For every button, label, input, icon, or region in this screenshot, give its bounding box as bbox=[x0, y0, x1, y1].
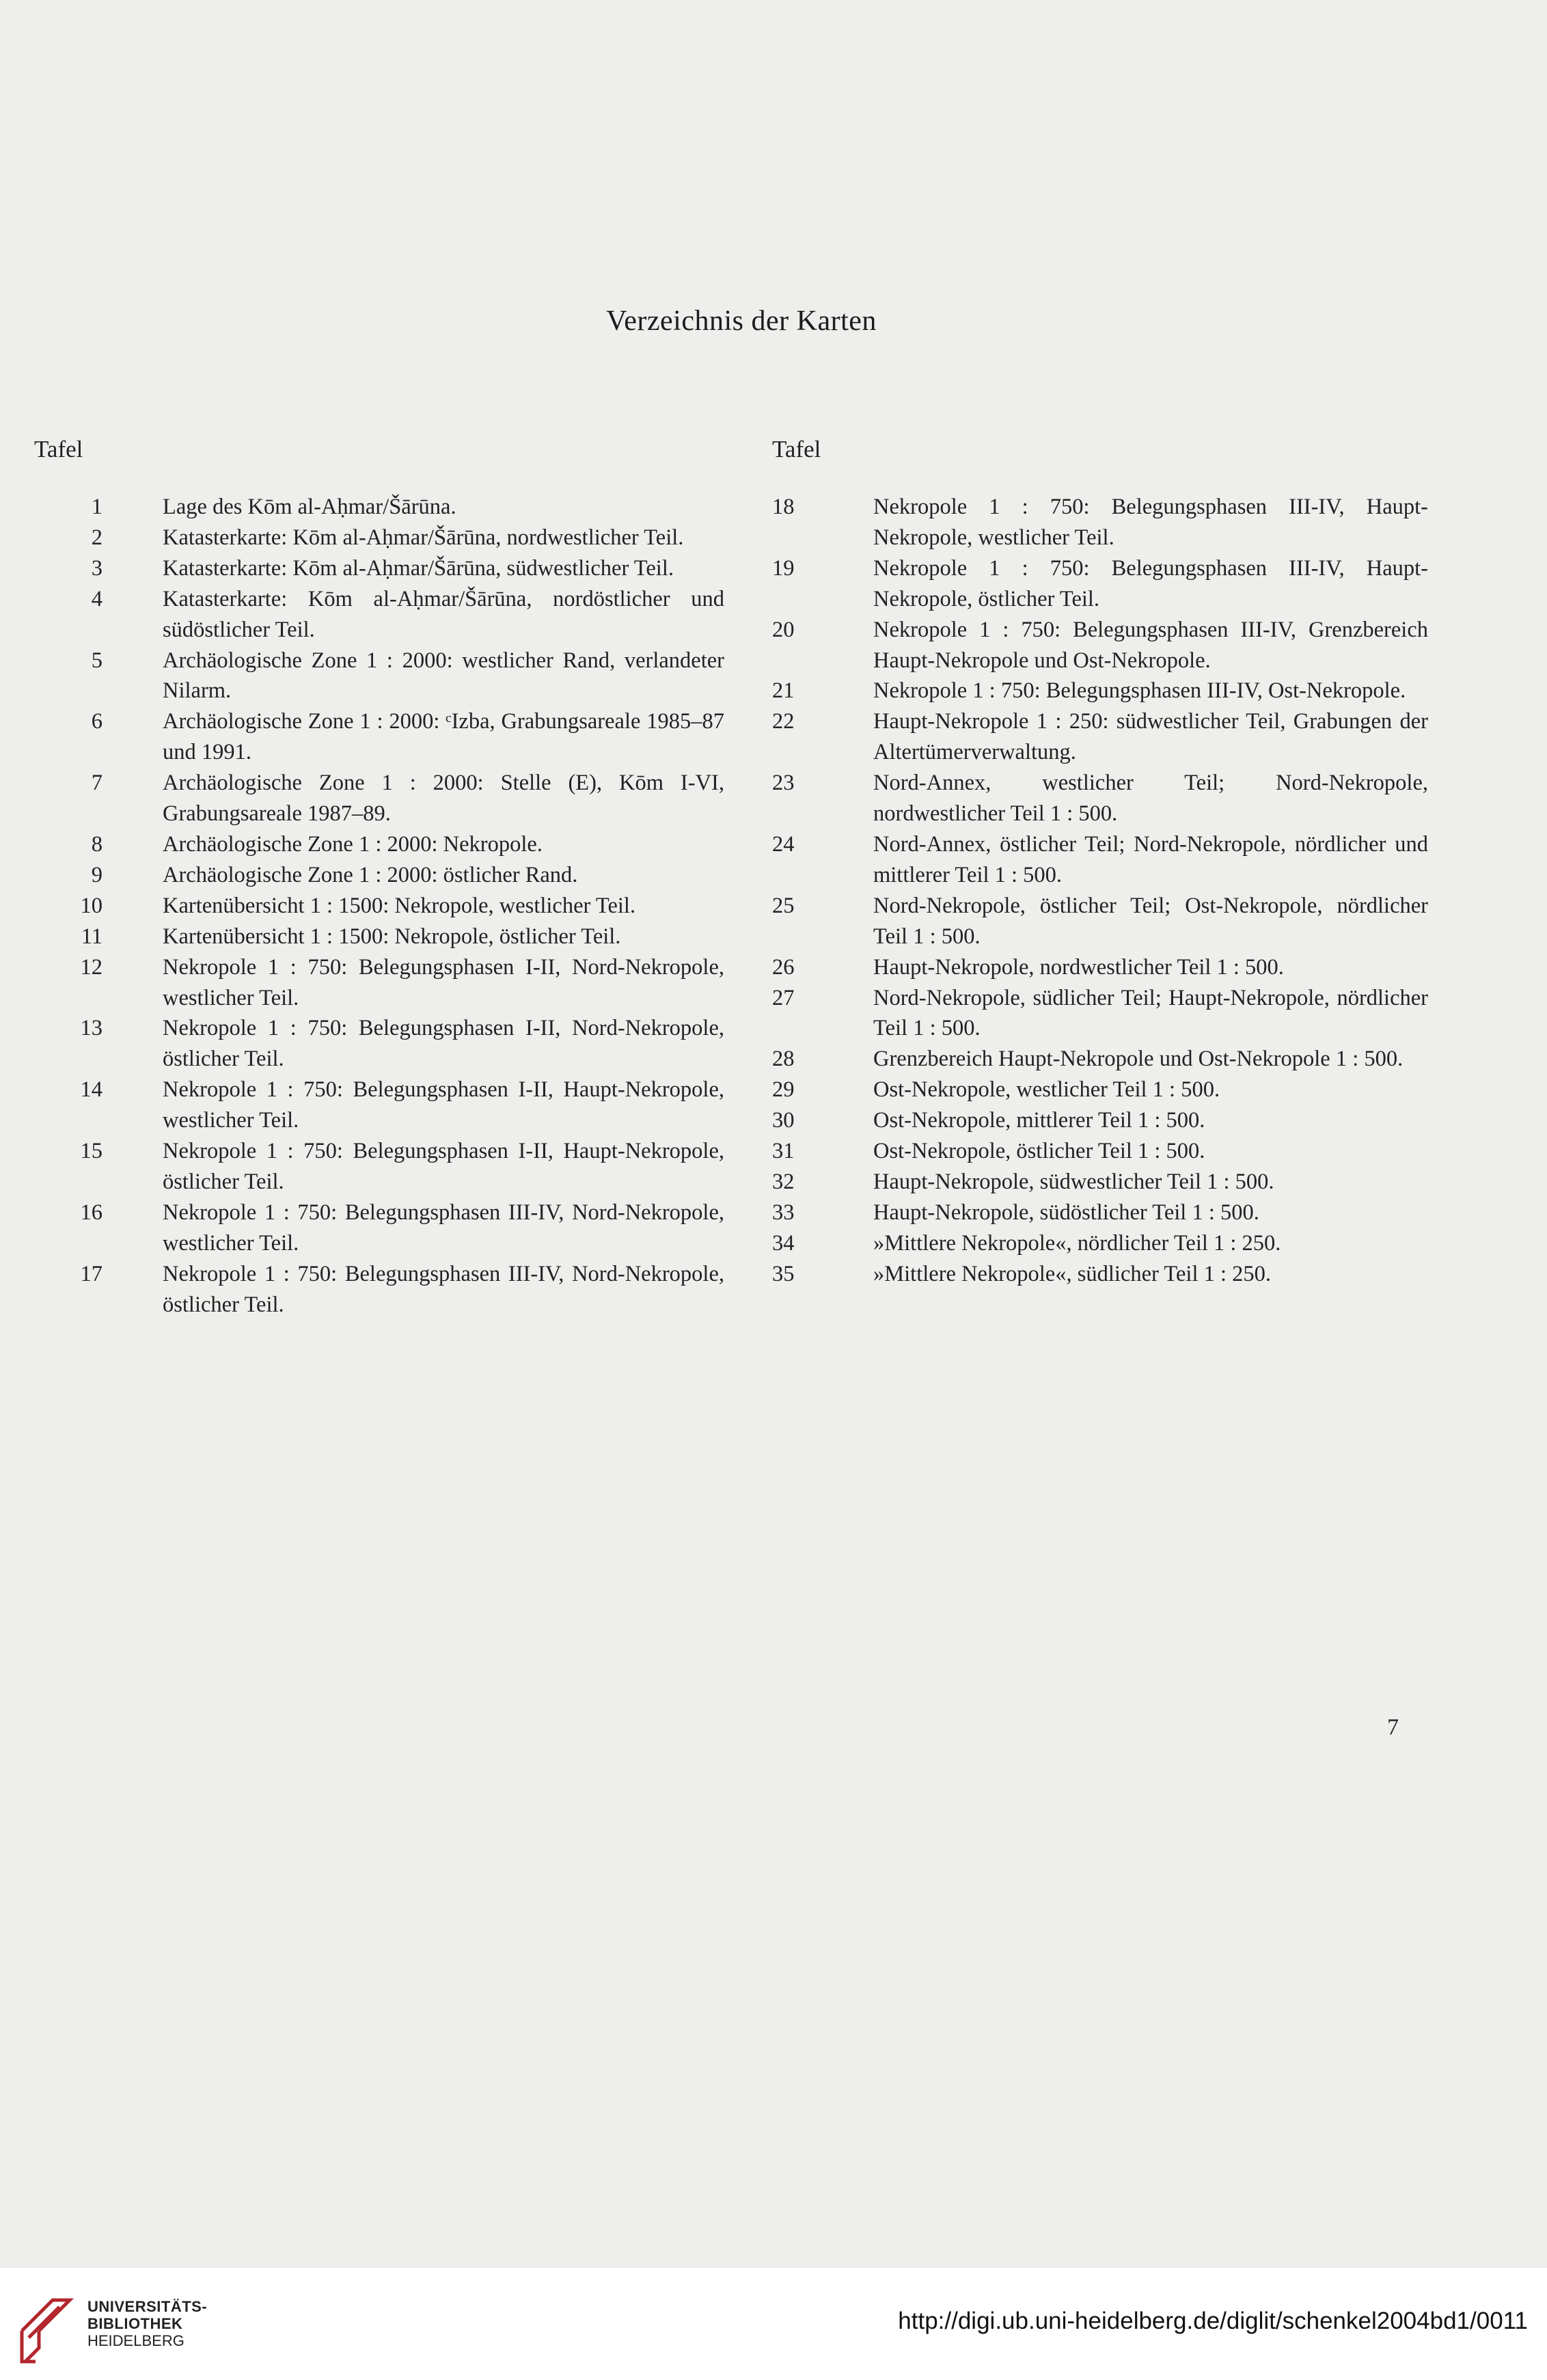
list-item bbox=[772, 829, 1428, 891]
map-description: Haupt-Nekropole 1 : 250: südwestlicher Teil, Grabungen der Altertümerverwaltung. bbox=[873, 709, 1428, 765]
plate-number: 16 bbox=[80, 1200, 102, 1225]
list-item bbox=[772, 1228, 1428, 1259]
list-item bbox=[772, 1136, 1428, 1167]
map-description: Nekropole 1 : 750: Belegungsphasen III-IV, Ost-Nekropole. bbox=[873, 678, 1406, 704]
list-item bbox=[772, 492, 1428, 553]
plate-number: 2 bbox=[91, 525, 102, 550]
map-description: Nord-Annex, östlicher Teil; Nord-Nekropole, nördlicher und mittlerer Teil 1 : 500. bbox=[873, 831, 1428, 887]
list-item bbox=[34, 553, 724, 584]
list-item bbox=[34, 1136, 724, 1198]
list-item bbox=[772, 983, 1428, 1044]
map-description: Archäologische Zone 1 : 2000: ᶜIzba, Grabungsareale 1985–87 und 1991. bbox=[163, 709, 724, 765]
list-item bbox=[34, 1075, 724, 1136]
list-item bbox=[34, 1259, 724, 1320]
map-description: Kartenübersicht 1 : 1500: Nekropole, westlicher Teil. bbox=[163, 893, 636, 918]
list-item bbox=[34, 1013, 724, 1075]
list-item bbox=[772, 1044, 1428, 1075]
plate-number: 26 bbox=[772, 954, 795, 980]
plate-number: 15 bbox=[80, 1139, 102, 1164]
list-item bbox=[772, 768, 1428, 829]
map-description: »Mittlere Nekropole«, nördlicher Teil 1 : 250. bbox=[873, 1230, 1281, 1256]
map-description: Nekropole 1 : 750: Belegungsphasen III-IV, Grenzbereich Haupt-Nekropole und Ost-Nekropole. bbox=[873, 617, 1428, 673]
map-description: Nekropole 1 : 750: Belegungsphasen I-II, Haupt-Nekropole, östlicher Teil. bbox=[163, 1139, 724, 1194]
plate-number: 4 bbox=[91, 586, 102, 611]
logo-strokes bbox=[22, 2300, 70, 2362]
map-description: Nekropole 1 : 750: Belegungsphasen I-II, Nord-Nekropole, westlicher Teil. bbox=[163, 954, 724, 1010]
list-item bbox=[772, 553, 1428, 615]
map-description: Ost-Nekropole, mittlerer Teil 1 : 500. bbox=[873, 1108, 1205, 1133]
library-name-line3: HEIDELBERG bbox=[87, 2332, 184, 2349]
list-item bbox=[34, 891, 724, 922]
plate-number: 8 bbox=[91, 831, 102, 857]
list-item bbox=[34, 523, 724, 553]
library-name-line1: UNIVERSITÄTS- bbox=[87, 2298, 208, 2315]
list-item bbox=[34, 829, 724, 860]
plate-number: 11 bbox=[81, 924, 102, 949]
right-column bbox=[772, 430, 1428, 1290]
plate-number: 33 bbox=[772, 1200, 795, 1225]
plate-number: 14 bbox=[80, 1077, 102, 1103]
left-entry-list bbox=[34, 492, 724, 1320]
plate-number: 12 bbox=[80, 954, 102, 980]
library-logo-icon bbox=[15, 2283, 77, 2365]
list-item bbox=[34, 584, 724, 646]
map-description: Haupt-Nekropole, südwestlicher Teil 1 : 500. bbox=[873, 1169, 1274, 1194]
list-item bbox=[34, 860, 724, 891]
plate-number: 20 bbox=[772, 617, 795, 642]
source-url-link[interactable]: http://digi.ub.uni-heidelberg.de/diglit/schenkel2004bd1/0011 bbox=[898, 2308, 1528, 2334]
list-item bbox=[772, 1075, 1428, 1105]
list-item bbox=[34, 952, 724, 1014]
plate-number: 29 bbox=[772, 1077, 795, 1103]
list-item bbox=[34, 1198, 724, 1259]
map-description: Nekropole 1 : 750: Belegungsphasen III-IV, Nord-Nekropole, westlicher Teil. bbox=[163, 1200, 724, 1256]
plate-number: 23 bbox=[772, 771, 795, 796]
map-description: »Mittlere Nekropole«, südlicher Teil 1 : 250. bbox=[873, 1261, 1272, 1286]
list-item bbox=[772, 891, 1428, 952]
map-description: Katasterkarte: Kōm al-Aḥmar/Šārūna, südwestlicher Teil. bbox=[163, 555, 674, 581]
list-item bbox=[772, 952, 1428, 983]
plate-number: 17 bbox=[80, 1261, 102, 1286]
list-item bbox=[772, 676, 1428, 706]
map-description: Ost-Nekropole, westlicher Teil 1 : 500. bbox=[873, 1077, 1220, 1103]
list-item bbox=[772, 1259, 1428, 1290]
map-description: Haupt-Nekropole, südöstlicher Teil 1 : 500. bbox=[873, 1200, 1259, 1225]
plate-number: 35 bbox=[772, 1261, 795, 1286]
plate-number: 19 bbox=[772, 555, 795, 581]
map-description: Archäologische Zone 1 : 2000: Stelle (E), Kōm I-VI, Grabungsareale 1987–89. bbox=[163, 771, 724, 827]
map-description: Nekropole 1 : 750: Belegungsphasen I-II, Haupt-Nekropole, westlicher Teil. bbox=[163, 1077, 724, 1133]
list-item bbox=[34, 646, 724, 707]
library-name bbox=[87, 2298, 207, 2349]
plate-number: 28 bbox=[772, 1047, 795, 1072]
plate-number: 18 bbox=[772, 495, 795, 519]
page-number: 7 bbox=[1387, 1715, 1399, 1740]
left-column bbox=[34, 430, 724, 1320]
map-description: Nekropole 1 : 750: Belegungsphasen III-IV, Haupt-Nekropole, westlicher Teil. bbox=[873, 495, 1428, 550]
map-description: Nord-Nekropole, östlicher Teil; Ost-Nekropole, nördlicher Teil 1 : 500. bbox=[873, 893, 1428, 949]
list-item bbox=[772, 1167, 1428, 1198]
plate-number: 32 bbox=[772, 1169, 795, 1194]
plate-number: 13 bbox=[80, 1016, 102, 1041]
plate-number: 7 bbox=[91, 771, 102, 796]
right-entry-list bbox=[772, 492, 1428, 1290]
map-description: Ost-Nekropole, östlicher Teil 1 : 500. bbox=[873, 1139, 1205, 1164]
plate-number: 30 bbox=[772, 1108, 795, 1133]
map-description: Archäologische Zone 1 : 2000: östlicher Rand. bbox=[163, 862, 578, 887]
map-description: Nord-Nekropole, südlicher Teil; Haupt-Nekropole, nördlicher Teil 1 : 500. bbox=[873, 985, 1428, 1041]
plate-number: 3 bbox=[91, 555, 102, 581]
plate-number: 27 bbox=[772, 985, 795, 1010]
list-item bbox=[772, 1198, 1428, 1228]
map-description: Lage des Kōm al-Aḥmar/Šārūna. bbox=[163, 495, 456, 519]
map-description: Grenzbereich Haupt-Nekropole und Ost-Nekropole 1 : 500. bbox=[873, 1047, 1404, 1072]
plate-number: 1 bbox=[91, 495, 102, 519]
plate-number: 22 bbox=[772, 709, 795, 734]
list-item bbox=[772, 706, 1428, 768]
map-description: Nekropole 1 : 750: Belegungsphasen III-IV, Nord-Nekropole, östlicher Teil. bbox=[163, 1261, 724, 1317]
plate-number: 31 bbox=[772, 1139, 795, 1164]
plate-number: 34 bbox=[772, 1230, 795, 1256]
map-description: Nord-Annex, westlicher Teil; Nord-Nekropole, nordwestlicher Teil 1 : 500. bbox=[873, 771, 1428, 827]
map-description: Nekropole 1 : 750: Belegungsphasen III-IV, Haupt-Nekropole, östlicher Teil. bbox=[873, 555, 1428, 611]
plate-number: 5 bbox=[91, 648, 102, 673]
left-column-header: Tafel bbox=[34, 436, 83, 462]
map-description: Archäologische Zone 1 : 2000: westlicher Rand, verlandeter Nilarm. bbox=[163, 648, 724, 704]
list-item bbox=[772, 1105, 1428, 1136]
right-column-header: Tafel bbox=[772, 436, 821, 462]
list-item bbox=[34, 492, 724, 523]
library-name-line2: BIBLIOTHEK bbox=[87, 2315, 183, 2332]
list-item bbox=[34, 706, 724, 768]
plate-number: 9 bbox=[91, 862, 102, 887]
page-title: Verzeichnis der Karten bbox=[606, 305, 877, 337]
plate-number: 10 bbox=[80, 893, 102, 918]
plate-number: 21 bbox=[772, 678, 795, 704]
footer-bar bbox=[0, 2268, 1547, 2380]
list-item bbox=[34, 768, 724, 829]
plate-number: 6 bbox=[91, 709, 102, 734]
map-description: Haupt-Nekropole, nordwestlicher Teil 1 : 500. bbox=[873, 954, 1284, 980]
map-description: Kartenübersicht 1 : 1500: Nekropole, östlicher Teil. bbox=[163, 924, 621, 949]
map-description: Archäologische Zone 1 : 2000: Nekropole. bbox=[163, 831, 543, 857]
map-description: Nekropole 1 : 750: Belegungsphasen I-II, Nord-Nekropole, östlicher Teil. bbox=[163, 1016, 724, 1072]
map-description: Katasterkarte: Kōm al-Aḥmar/Šārūna, nordwestlicher Teil. bbox=[163, 525, 684, 550]
list-item bbox=[772, 615, 1428, 676]
map-description: Katasterkarte: Kōm al-Aḥmar/Šārūna, nordöstlicher und südöstlicher Teil. bbox=[163, 586, 724, 642]
plate-number: 25 bbox=[772, 893, 795, 918]
plate-number: 24 bbox=[772, 831, 795, 857]
list-item bbox=[34, 922, 724, 952]
